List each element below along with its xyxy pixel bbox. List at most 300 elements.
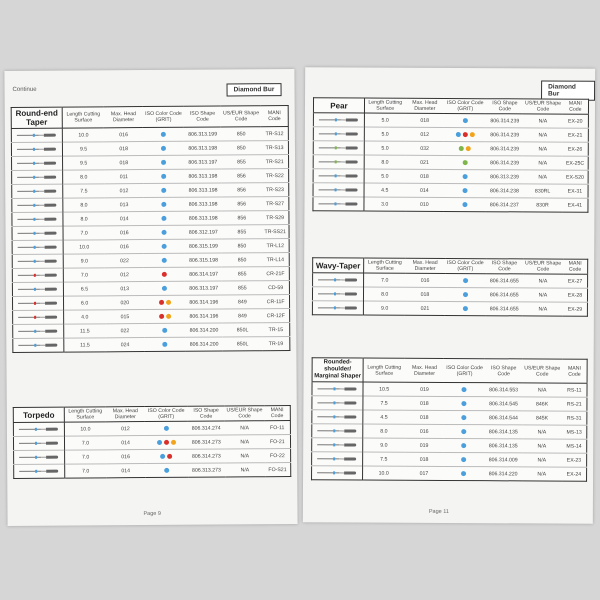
bur-image-cell: [12, 212, 63, 226]
grit-cell: [144, 253, 185, 267]
grit-cell: [144, 197, 185, 211]
us-eur-code-cell: 855: [222, 267, 262, 281]
column-header: ISO Shape Code: [485, 359, 522, 383]
length-cell: 11.5: [64, 324, 106, 338]
grit-dot-icon: [456, 132, 461, 137]
bur-image-cell: [313, 113, 364, 127]
diameter-cell: 021: [405, 155, 444, 169]
bur-image-cell: [313, 197, 364, 211]
mani-code-cell: MS-13: [562, 425, 587, 439]
diameter-cell: 014: [106, 436, 145, 450]
iso-code-cell: 806.314.239: [486, 156, 523, 170]
column-header: US/EUR Shape Code: [523, 259, 563, 274]
diameter-cell: 018: [104, 142, 143, 156]
diameter-cell: 018: [405, 113, 444, 127]
diameter-cell: 016: [104, 128, 143, 142]
grit-cell: [143, 127, 184, 141]
grit-cell: [444, 438, 485, 452]
bur-image-cell: [12, 198, 63, 212]
iso-code-cell: 806.314.655: [486, 288, 523, 302]
grit-dot-icon: [166, 313, 171, 318]
category-title: Round-end Taper: [11, 107, 62, 128]
grit-dot-icon: [162, 328, 167, 333]
us-eur-code-cell: 849: [222, 309, 262, 323]
length-cell: 3.0: [364, 197, 405, 211]
length-cell: 5.0: [364, 127, 405, 141]
length-cell: 8.0: [363, 424, 405, 438]
iso-code-cell: 806.314.553: [485, 383, 522, 397]
grit-cell: [444, 127, 486, 141]
grit-dot-icon: [462, 174, 467, 179]
length-cell: 7.5: [63, 184, 105, 198]
grit-cell: [145, 435, 188, 449]
grit-cell: [444, 113, 486, 127]
grit-dot-icon: [462, 471, 467, 476]
column-header: MANI Code: [264, 406, 290, 421]
page-header: Diamond Bur: [541, 80, 595, 100]
iso-code-cell: 806.314.237: [486, 198, 523, 212]
iso-code-cell: 806.314.009: [485, 453, 522, 467]
bur-icon: [18, 301, 58, 305]
column-header: Length Cutting Surface: [363, 358, 405, 382]
bur-image-cell: [313, 141, 364, 155]
bur-image-cell: [312, 287, 363, 301]
iso-code-cell: 806.314.197: [185, 267, 222, 281]
bur-icon: [18, 273, 58, 277]
bur-image-cell: [313, 155, 364, 169]
grit-dot-icon: [157, 440, 162, 445]
mani-code-cell: EX-31: [562, 184, 588, 198]
grit-dot-icon: [162, 286, 167, 291]
table-row: [312, 287, 587, 302]
column-header: Length Cutting Surface: [364, 98, 405, 113]
table-row: [313, 197, 588, 212]
grit-cell: [444, 424, 485, 438]
grit-dot-icon: [462, 160, 467, 165]
bur-icon: [317, 428, 357, 432]
us-eur-code-cell: N/A: [225, 421, 265, 435]
column-header: Max. Head Diameter: [106, 407, 145, 422]
bur-image-cell: [312, 396, 363, 410]
mani-code-cell: TR-S23: [262, 183, 289, 197]
iso-code-cell: 806.314.239: [486, 114, 523, 128]
grit-dot-icon: [463, 118, 468, 123]
column-header: Max. Head Diameter: [405, 98, 444, 113]
iso-code-cell: 806.313.273: [188, 463, 225, 477]
column-header: ISO Shape Code: [486, 259, 523, 274]
grit-cell: [144, 211, 185, 225]
iso-code-cell: 806.314.220: [485, 467, 522, 481]
bur-icon: [318, 386, 358, 390]
table-row: [313, 155, 588, 170]
grit-dot-icon: [463, 278, 468, 283]
column-header: US/EUR Shape Code: [226, 407, 263, 420]
us-eur-code-cell: 850L: [223, 323, 263, 337]
diameter-cell: 012: [405, 127, 444, 141]
diameter-cell: 022: [105, 254, 144, 268]
bur-image-cell: [11, 142, 62, 156]
page-header: Diamond Bur: [227, 83, 282, 96]
table-row: [313, 273, 588, 288]
mani-code-cell: FO-21: [265, 435, 291, 449]
length-cell: 7.5: [363, 396, 405, 410]
us-eur-code-cell: 855: [222, 281, 262, 295]
bur-icon: [319, 159, 359, 163]
mani-code-cell: FO-11: [264, 421, 290, 435]
bur-image-cell: [312, 466, 363, 480]
grit-dot-icon: [462, 387, 467, 392]
column-header: Length Cutting Surface: [62, 107, 104, 128]
us-eur-code-cell: N/A: [523, 142, 562, 156]
length-cell: 9.5: [62, 142, 104, 156]
length-cell: 10.0: [64, 422, 106, 436]
table-row: [313, 141, 588, 156]
grit-dot-icon: [462, 202, 467, 207]
grit-dot-icon: [463, 306, 468, 311]
grit-dot-icon: [161, 188, 166, 193]
column-header: ISO Color Code (GRIT): [444, 358, 485, 382]
bur-table-0: [11, 105, 291, 353]
grit-dot-icon: [162, 230, 167, 235]
bur-icon: [17, 175, 57, 179]
column-header: ISO Color Code (GRIT): [444, 98, 486, 113]
diameter-cell: 016: [106, 450, 145, 464]
length-cell: 8.0: [63, 212, 105, 226]
grit-cell: [145, 337, 186, 351]
grit-dot-icon: [161, 146, 166, 151]
iso-code-cell: 806.313.197: [184, 155, 221, 169]
grit-dot-icon: [159, 300, 164, 305]
us-eur-code-cell: N/A: [523, 170, 562, 184]
bur-icon: [18, 231, 58, 235]
grit-dot-icon: [462, 429, 467, 434]
column-header: MANI Code: [563, 259, 588, 274]
grit-dot-icon: [164, 468, 169, 473]
grit-dot-icon: [462, 415, 467, 420]
table-row: [312, 301, 587, 316]
iso-code-cell: 806.313.198: [185, 211, 222, 225]
us-eur-code-cell: 856: [221, 169, 261, 183]
grit-cell: [144, 295, 185, 309]
bur-icon: [18, 287, 58, 291]
mani-code-cell: RS-31: [562, 411, 587, 425]
column-header: US/EUR Shape Code: [522, 359, 562, 383]
table-row: [312, 382, 587, 397]
bur-image-cell: [313, 183, 364, 197]
length-cell: 7.0: [63, 226, 105, 240]
us-eur-code-cell: 856: [222, 197, 262, 211]
us-eur-code-cell: N/A: [225, 463, 265, 477]
grit-dot-icon: [162, 244, 167, 249]
grit-dot-icon: [462, 188, 467, 193]
iso-code-cell: 806.314.238: [486, 184, 523, 198]
mani-code-cell: TR-L14: [262, 253, 289, 267]
us-eur-code-cell: 830RL: [523, 184, 562, 198]
us-eur-code-cell: 850: [221, 141, 261, 155]
mani-code-cell: EX-27: [563, 274, 588, 288]
grit-cell: [143, 155, 184, 169]
iso-code-cell: 806.314.545: [485, 397, 522, 411]
diameter-cell: 021: [405, 301, 444, 315]
grit-dot-icon: [462, 401, 467, 406]
column-header: ISO Color Code (GRIT): [445, 258, 486, 273]
column-header: ISO Shape Code: [486, 99, 523, 114]
bur-image-cell: [13, 338, 64, 352]
iso-code-cell: 806.314.135: [485, 425, 522, 439]
mani-code-cell: TR-S13: [261, 141, 288, 155]
diameter-cell: 013: [105, 198, 144, 212]
grit-dot-icon: [167, 453, 172, 458]
diameter-cell: 014: [106, 464, 145, 478]
bur-icon: [17, 189, 57, 193]
grit-dot-icon: [166, 299, 171, 304]
mani-code-cell: FO-22: [265, 449, 291, 463]
diameter-cell: 016: [105, 226, 144, 240]
us-eur-code-cell: N/A: [522, 425, 562, 439]
iso-code-cell: 806.314.273: [188, 449, 225, 463]
grit-cell: [144, 281, 185, 295]
iso-code-cell: 806.315.199: [185, 239, 222, 253]
mani-code-cell: CR-21F: [262, 267, 289, 281]
grit-cell: [444, 197, 486, 211]
diameter-cell: 018: [405, 396, 444, 410]
iso-code-cell: 806.313.198: [184, 169, 221, 183]
diameter-cell: 022: [105, 324, 144, 338]
us-eur-code-cell: 830R: [523, 198, 562, 212]
table-row: [312, 438, 587, 453]
us-eur-code-cell: N/A: [522, 439, 562, 453]
bur-icon: [317, 442, 357, 446]
mani-code-cell: EX-21: [563, 128, 589, 142]
length-cell: 9.0: [363, 438, 405, 452]
length-cell: 4.0: [64, 310, 106, 324]
column-header: MANI Code: [563, 99, 589, 114]
bur-icon: [317, 400, 357, 404]
length-cell: 5.0: [364, 169, 405, 183]
table-row: [14, 463, 291, 479]
iso-code-cell: 806.314.200: [185, 337, 222, 351]
bur-image-cell: [11, 128, 62, 142]
bur-image-cell: [12, 170, 63, 184]
column-header: Max. Head Diameter: [405, 258, 444, 273]
grit-dot-icon: [463, 132, 468, 137]
grit-dot-icon: [162, 202, 167, 207]
grit-cell: [145, 449, 188, 463]
iso-code-cell: 806.313.239: [486, 170, 523, 184]
mani-code-cell: TR-19: [263, 337, 290, 351]
bur-table-1: [13, 405, 291, 479]
length-cell: 8.0: [63, 170, 105, 184]
diameter-cell: 019: [404, 438, 443, 452]
grit-dot-icon: [466, 146, 471, 151]
us-eur-code-cell: N/A: [522, 467, 562, 481]
us-eur-code-cell: 850: [221, 127, 261, 141]
bur-icon: [318, 291, 358, 295]
bur-table-2: [311, 357, 588, 481]
mani-code-cell: TR-S22: [261, 169, 288, 183]
mani-code-cell: RS-21: [562, 397, 587, 411]
length-cell: 10.0: [363, 466, 405, 480]
diameter-cell: 011: [104, 170, 143, 184]
length-cell: 5.0: [364, 113, 405, 127]
diameter-cell: 014: [105, 212, 144, 226]
bur-icon: [317, 456, 357, 460]
iso-code-cell: 806.315.198: [185, 253, 222, 267]
bur-image-cell: [12, 296, 63, 310]
us-eur-code-cell: 846K: [522, 397, 562, 411]
diameter-cell: 015: [105, 310, 144, 324]
table-row: [312, 396, 587, 411]
length-cell: 6.0: [63, 296, 105, 310]
left-page: [4, 69, 297, 526]
us-eur-code-cell: N/A: [523, 274, 563, 288]
bur-image-cell: [12, 254, 63, 268]
iso-code-cell: 806.313.197: [185, 281, 222, 295]
grit-dot-icon: [171, 439, 176, 444]
grit-dot-icon: [162, 272, 167, 277]
length-cell: 7.0: [65, 464, 107, 478]
us-eur-code-cell: N/A: [523, 114, 562, 128]
column-header: Length Cutting Surface: [64, 407, 106, 422]
iso-code-cell: 806.314.655: [486, 302, 523, 316]
grit-cell: [445, 301, 486, 315]
bur-image-cell: [12, 184, 63, 198]
table-row: [312, 410, 587, 425]
mani-code-cell: EX-20: [563, 114, 589, 128]
mani-code-cell: EX-41: [562, 198, 588, 212]
diameter-cell: 012: [105, 268, 144, 282]
table-row: [313, 113, 588, 128]
iso-code-cell: 806.313.198: [184, 141, 221, 155]
length-cell: 7.0: [63, 268, 105, 282]
bur-icon: [318, 201, 358, 205]
us-eur-code-cell: N/A: [522, 453, 562, 467]
table-row: [313, 127, 588, 142]
table-row: [13, 337, 290, 353]
bur-icon: [17, 161, 57, 165]
grit-dot-icon: [161, 132, 166, 137]
us-eur-code-cell: N/A: [523, 128, 562, 142]
grit-dot-icon: [163, 342, 168, 347]
bur-image-cell: [13, 324, 64, 338]
mani-code-cell: TR-S21: [261, 155, 288, 169]
bur-image-cell: [312, 382, 363, 396]
bur-image-cell: [312, 452, 363, 466]
diameter-cell: 017: [404, 466, 443, 480]
bur-icon: [318, 277, 358, 281]
bur-icon: [319, 131, 359, 135]
grit-dot-icon: [164, 440, 169, 445]
bur-image-cell: [12, 282, 63, 296]
bur-icon: [317, 414, 357, 418]
us-eur-code-cell: N/A: [523, 302, 563, 316]
column-header: Max. Head Diameter: [104, 107, 143, 128]
bur-icon: [319, 145, 359, 149]
diameter-cell: 020: [105, 296, 144, 310]
grit-cell: [144, 267, 185, 281]
column-header: ISO Shape Code: [187, 406, 224, 421]
length-cell: 9.0: [363, 301, 405, 315]
mani-code-cell: TR-S29: [262, 211, 289, 225]
bur-icon: [17, 203, 57, 207]
column-header: Length Cutting Surface: [364, 258, 406, 273]
length-cell: 5.0: [364, 141, 405, 155]
iso-code-cell: 806.314.135: [485, 439, 522, 453]
grit-cell: [444, 141, 486, 155]
mani-code-cell: EX-29: [563, 302, 588, 316]
us-eur-code-cell: 856: [222, 211, 262, 225]
iso-code-cell: 806.313.198: [185, 197, 222, 211]
length-cell: 8.0: [363, 287, 405, 301]
us-eur-code-cell: 845K: [522, 411, 562, 425]
bur-image-cell: [12, 226, 63, 240]
column-header: ISO Color Code (GRIT): [145, 406, 188, 421]
mani-code-cell: EX-23: [562, 453, 587, 467]
diameter-cell: 012: [106, 422, 145, 436]
diameter-cell: 010: [405, 197, 444, 211]
grit-cell: [145, 421, 188, 435]
bur-icon: [319, 187, 359, 191]
bur-icon: [319, 173, 359, 177]
mani-code-cell: FO-S21: [265, 463, 291, 477]
grit-cell: [444, 466, 485, 480]
length-cell: 4.5: [364, 183, 405, 197]
category-title: Rounded-shoulder/ Marginal Shaper: [312, 358, 363, 382]
mani-code-cell: CD-59: [262, 281, 289, 295]
column-header: US/EUR Shape Code: [525, 100, 562, 113]
grit-cell: [444, 382, 485, 396]
bur-icon: [17, 133, 57, 137]
table-row: [312, 452, 587, 467]
mani-code-cell: TR-S27: [262, 197, 289, 211]
diameter-cell: 018: [405, 410, 444, 424]
iso-code-cell: 806.314.196: [185, 295, 222, 309]
grit-cell: [445, 273, 486, 287]
length-cell: 10.0: [63, 240, 105, 254]
bur-image-cell: [13, 422, 64, 436]
us-eur-code-cell: N/A: [225, 435, 265, 449]
length-cell: 6.5: [63, 282, 105, 296]
diameter-cell: 018: [405, 287, 444, 301]
bur-icon: [19, 455, 59, 459]
diameter-cell: 016: [105, 240, 144, 254]
bur-image-cell: [313, 127, 364, 141]
mani-code-cell: TR-L12: [262, 239, 289, 253]
us-eur-code-cell: N/A: [225, 449, 265, 463]
us-eur-code-cell: 855: [222, 225, 262, 239]
bur-image-cell: [12, 268, 63, 282]
us-eur-code-cell: 850: [222, 253, 262, 267]
bur-image-cell: [14, 464, 65, 478]
grit-cell: [143, 169, 184, 183]
bur-image-cell: [12, 240, 63, 254]
length-cell: 11.5: [64, 338, 106, 352]
us-eur-code-cell: 856: [222, 183, 262, 197]
column-header: ISO Color Code (GRIT): [143, 106, 184, 127]
grit-cell: [143, 141, 184, 155]
mani-code-cell: EX-25C: [562, 156, 588, 170]
bur-image-cell: [13, 310, 64, 324]
mani-code-cell: RS-11: [562, 383, 587, 397]
iso-code-cell: 806.314.544: [485, 411, 522, 425]
diameter-cell: 014: [405, 183, 444, 197]
mani-code-cell: TR-SS21: [262, 225, 289, 239]
bur-image-cell: [312, 410, 363, 424]
grit-cell: [444, 183, 486, 197]
bur-image-cell: [312, 424, 363, 438]
iso-code-cell: 806.314.239: [486, 128, 523, 142]
category-title: Torpedo: [13, 407, 64, 422]
